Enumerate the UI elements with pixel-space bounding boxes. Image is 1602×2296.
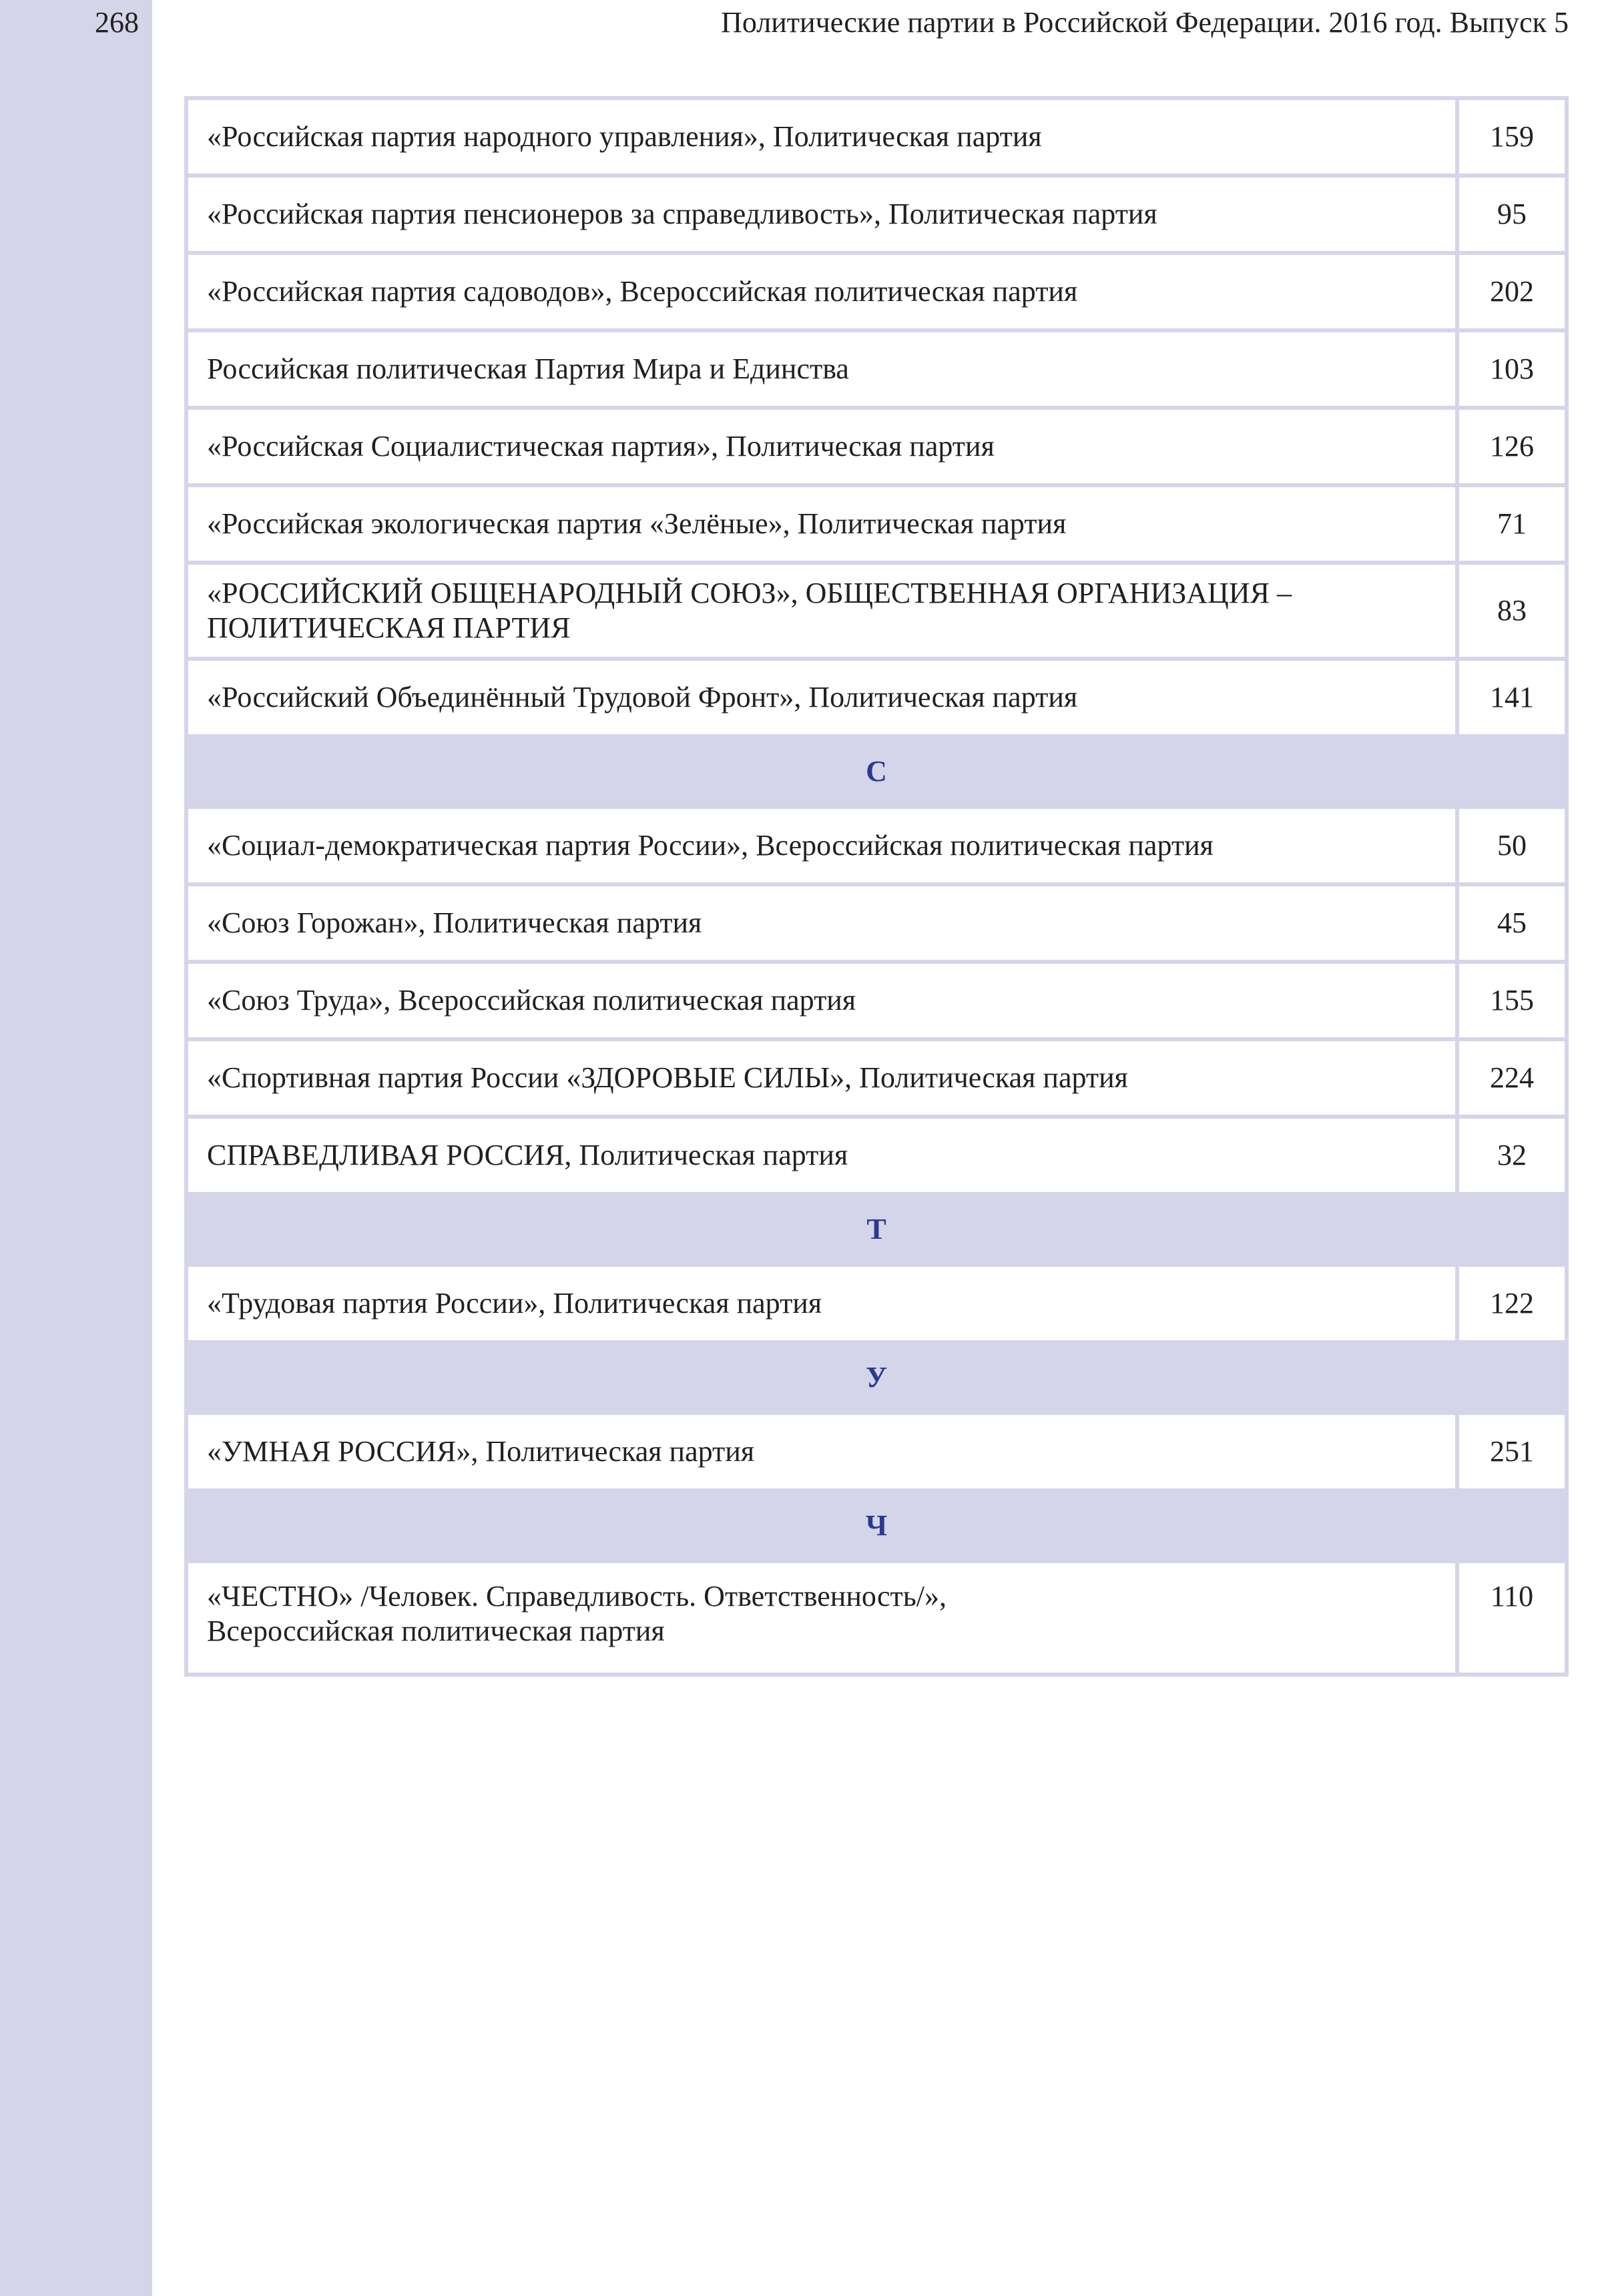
page-ref: 202 (1457, 253, 1567, 330)
section-letter: Т (186, 1194, 1567, 1265)
party-name: «Российская партия народного управления», Политическая партия (186, 98, 1457, 176)
section-letter-row (186, 1194, 1567, 1265)
party-name: «Российская партия садоводов», Всероссийская политическая партия (186, 253, 1457, 330)
table-row (186, 98, 1567, 176)
table-row (186, 659, 1567, 736)
table-row (186, 1039, 1567, 1117)
section-letter-row (186, 1342, 1567, 1413)
page-ref: 141 (1457, 659, 1567, 736)
table-row (186, 807, 1567, 884)
section-letter: Ч (186, 1490, 1567, 1561)
party-name: СПРАВЕДЛИВАЯ РОССИЯ, Политическая партия (186, 1117, 1457, 1194)
page-ref: 83 (1457, 563, 1567, 659)
page-ref: 95 (1457, 176, 1567, 253)
running-header-title: Политические партии в Российской Федерации. 2016 год. Выпуск 5 (721, 6, 1569, 39)
section-letter: У (186, 1342, 1567, 1413)
party-name: «Союз Труда», Всероссийская политическая партия (186, 962, 1457, 1039)
table-row (186, 253, 1567, 330)
page-ref: 110 (1457, 1561, 1567, 1675)
party-name: «Российская экологическая партия «Зелёные», Политическая партия (186, 485, 1457, 563)
page-ref: 159 (1457, 98, 1567, 176)
table-row (186, 1117, 1567, 1194)
table-row (186, 408, 1567, 485)
page-ref: 103 (1457, 330, 1567, 408)
table-row (186, 962, 1567, 1039)
party-name: «Спортивная партия России «ЗДОРОВЫЕ СИЛЫ», Политическая партия (186, 1039, 1457, 1117)
party-name: «Российская Социалистическая партия», Политическая партия (186, 408, 1457, 485)
party-name: «Трудовая партия России», Политическая партия (186, 1265, 1457, 1342)
page-ref: 32 (1457, 1117, 1567, 1194)
party-name: «Союз Горожан», Политическая партия (186, 884, 1457, 962)
side-color-strip (0, 0, 152, 2296)
table-row (186, 1413, 1567, 1490)
party-name-line-2: Всероссийская политическая партия (207, 1615, 665, 1647)
table-row (186, 563, 1567, 659)
party-name: «Социал-демократическая партия России», Всероссийская политическая партия (186, 807, 1457, 884)
table-row (186, 176, 1567, 253)
page-ref: 50 (1457, 807, 1567, 884)
party-name: «УМНАЯ РОССИЯ», Политическая партия (186, 1413, 1457, 1490)
page-ref: 122 (1457, 1265, 1567, 1342)
party-name: «Российский Объединённый Трудовой Фронт», Политическая партия (186, 659, 1457, 736)
page-ref: 155 (1457, 962, 1567, 1039)
page-ref: 126 (1457, 408, 1567, 485)
table-row (186, 330, 1567, 408)
section-letter-row (186, 736, 1567, 807)
party-name (186, 563, 1457, 659)
table-row (186, 1561, 1567, 1675)
party-index-table (184, 96, 1569, 1677)
party-name: Российская политическая Партия Мира и Единства (186, 330, 1457, 408)
section-letter: С (186, 736, 1567, 807)
party-name-line-2: ПОЛИТИЧЕСКАЯ ПАРТИЯ (207, 611, 571, 644)
party-name (186, 1561, 1457, 1675)
page-ref: 251 (1457, 1413, 1567, 1490)
page-ref: 224 (1457, 1039, 1567, 1117)
party-name: «Российская партия пенсионеров за справедливость», Политическая партия (186, 176, 1457, 253)
section-letter-row (186, 1490, 1567, 1561)
table-row (186, 884, 1567, 962)
page-ref: 45 (1457, 884, 1567, 962)
page-number: 268 (95, 6, 139, 39)
table-row (186, 485, 1567, 563)
party-name-line-1: «ЧЕСТНО» /Человек. Справедливость. Ответственность/», (207, 1580, 947, 1613)
page-ref: 71 (1457, 485, 1567, 563)
party-name-line-1: «РОССИЙСКИЙ ОБЩЕНАРОДНЫЙ СОЮЗ», ОБЩЕСТВЕННАЯ ОРГАНИЗАЦИЯ – (207, 577, 1292, 609)
table-row (186, 1265, 1567, 1342)
